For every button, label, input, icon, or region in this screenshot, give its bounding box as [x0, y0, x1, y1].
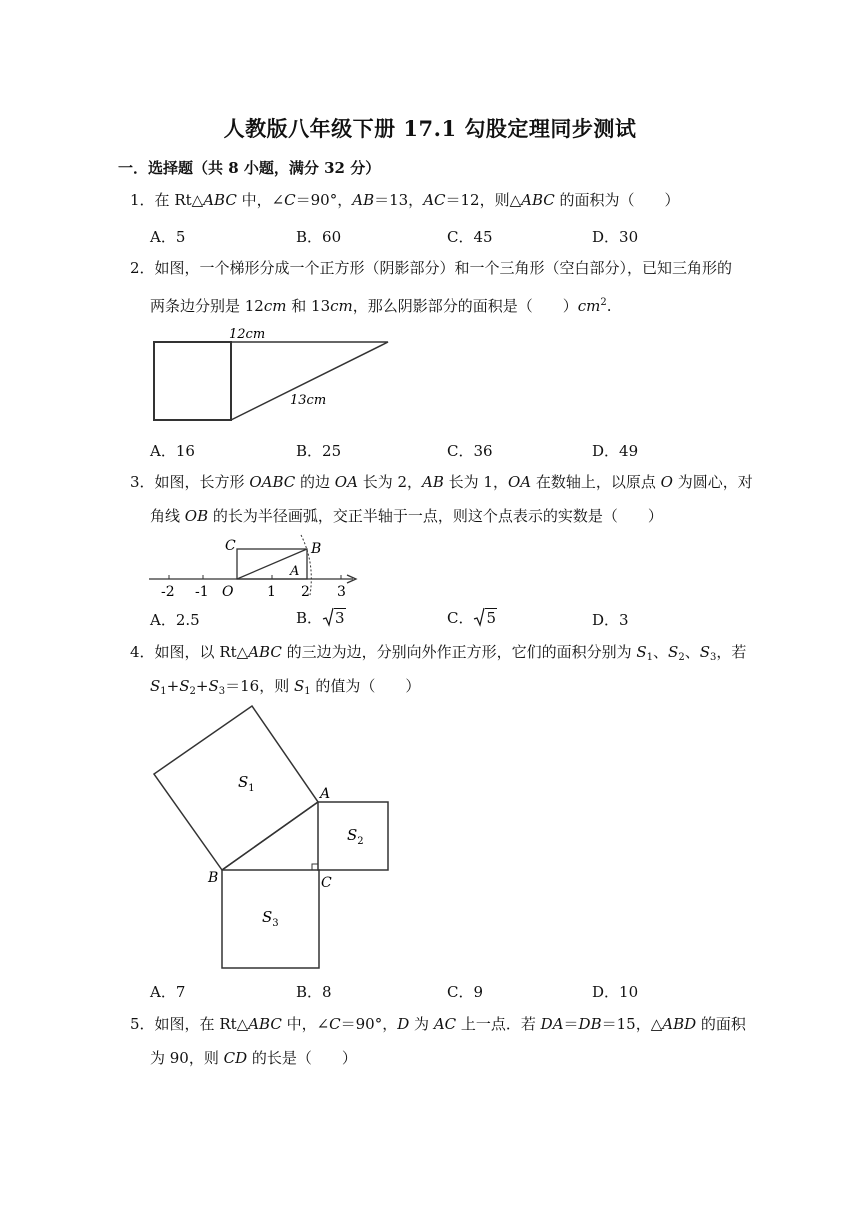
q2-option-a[interactable]: A．16 — [150, 442, 195, 460]
question-3-line2: 角线 OB 的长为半径画弧，交正半轴于一点，则这个点表示的实数是（ ） — [150, 507, 663, 525]
tick-label-3: 3 — [337, 584, 346, 600]
tick-label-2: 2 — [301, 584, 310, 600]
label-13cm: 13cm — [290, 393, 327, 408]
question-2-line2: 两条边分别是 12cm 和 13cm，那么阴影部分的面积是（ ）$cm^2$. — [150, 297, 612, 315]
page-title: 人教版八年级下册 17.1 勾股定理同步测试 — [223, 116, 637, 141]
label-s1: $S_1$ — [238, 773, 255, 794]
q2-option-d[interactable]: D．49 — [592, 442, 639, 460]
question-number: 3． — [130, 473, 155, 491]
q2-option-b[interactable]: B．25 — [296, 442, 342, 460]
q3-option-d[interactable]: D．3 — [592, 611, 629, 629]
label-s3: $S_3$ — [262, 908, 279, 929]
question-1: 1．在 Rt△ABC 中，∠C＝90°，AB＝13，AC＝12，则△ABC 的面积为（ ） — [130, 191, 680, 209]
question-number: 4． — [130, 643, 155, 661]
question-number: 2． — [130, 259, 155, 277]
q4-option-b[interactable]: B．8 — [296, 983, 332, 1001]
question-3-line1: 3．如图，长方形 OABC 的边 OA 长为 2，AB 长为 1，OA 在数轴上，以原点 O 为圆心，对 — [130, 473, 753, 491]
right-angle-mark — [312, 864, 318, 870]
question-4-line2: $S_1+S_2+S_3=16$，则 $S_1$ 的值为（ ） — [150, 677, 421, 697]
question-number: 1． — [130, 191, 155, 209]
section-heading: 一．选择题（共 8 小题，满分 32 分） — [118, 159, 381, 177]
label-b: B — [311, 541, 322, 557]
tick-label-neg1: -1 — [195, 584, 209, 600]
tick-label-1: 1 — [267, 584, 276, 600]
hypotenuse-ab — [222, 802, 318, 870]
square-s1 — [154, 706, 318, 870]
q4-option-a[interactable]: A．7 — [150, 983, 186, 1001]
question-5-line1: 5．如图，在 Rt△ABC 中，∠C＝90°，D 为 AC 上一点．若 DA＝DB＝15，△ABD 的面积 — [130, 1015, 746, 1033]
label-c: C — [225, 538, 236, 554]
q3-option-a[interactable]: A．2.5 — [150, 611, 200, 629]
q1-option-d[interactable]: D．30 — [592, 228, 639, 246]
tick-label-neg2: -2 — [161, 584, 175, 600]
label-a: A — [320, 786, 331, 802]
question-4-line1: 4．如图，以 Rt△ABC 的三边为边，分别向外作正方形，它们的面积分别为 $S_1$、$S_2$、$S_3$，若 — [130, 643, 747, 663]
label-a: A — [290, 564, 300, 579]
label-b: B — [208, 870, 219, 886]
label-o: O — [222, 584, 234, 600]
label-12cm: 12cm — [229, 327, 266, 342]
question-5-line2: 为 90，则 CD 的长是（ ） — [150, 1049, 357, 1067]
q3-option-c[interactable]: C． 5 — [447, 609, 497, 627]
q4-option-d[interactable]: D．10 — [592, 983, 639, 1001]
label-s2: $S_2$ — [347, 826, 364, 847]
question-number: 5． — [130, 1015, 155, 1033]
label-c: C — [321, 875, 332, 891]
q2-option-c[interactable]: C．36 — [447, 442, 493, 460]
q1-option-a[interactable]: A．5 — [150, 228, 186, 246]
q4-option-c[interactable]: C．9 — [447, 983, 484, 1001]
q1-option-b[interactable]: B．60 — [296, 228, 342, 246]
q3-option-b[interactable]: B． 3 — [296, 609, 345, 627]
q1-option-c[interactable]: C．45 — [447, 228, 493, 246]
question-2-line1: 2．如图，一个梯形分成一个正方形（阴影部分）和一个三角形（空白部分），已知三角形的 — [130, 259, 733, 277]
